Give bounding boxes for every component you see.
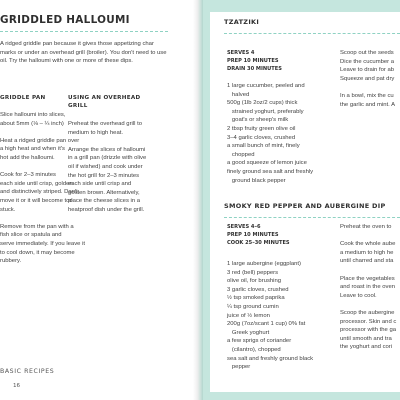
- text-line: fish slice or spatula and: [0, 232, 62, 239]
- text-line: sea salt and freshly ground black: [227, 355, 314, 362]
- overhead-grill-method: [68, 120, 146, 215]
- text-line: goat's or sheep's milk: [227, 117, 289, 124]
- book-spine: [193, 0, 203, 400]
- text-line: rubbery.: [0, 258, 22, 265]
- text-line: [68, 137, 146, 146]
- tzatziki-title: TZATZIKI: [224, 18, 260, 26]
- text-line: Preheat the oven to: [340, 224, 392, 230]
- text-line: DRAIN 30 MINUTES: [227, 66, 282, 73]
- text-line: Dice the cucumber a: [340, 58, 395, 65]
- text-line: each side until crisp and: [68, 181, 132, 188]
- text-line: to cool down, it may become: [0, 249, 75, 256]
- text-line: oil if wished) and cook under: [68, 163, 143, 170]
- text-line: SERVES 4: [227, 50, 255, 56]
- overhead-grill-heading: [68, 94, 140, 110]
- pepper-dip-ingredients: [227, 260, 313, 372]
- page-number: 16: [13, 383, 21, 389]
- text-line: a small bunch of mint, finely: [227, 143, 300, 150]
- text-line: a good squeeze of lemon juice: [227, 160, 307, 167]
- text-line: marks or under an overhead grill (broiler). You don't need to use: [0, 49, 167, 56]
- text-line: ground black pepper: [227, 177, 286, 184]
- text-line: Scoop the aubergine: [340, 309, 395, 316]
- text-line: heatproof dish under the grill.: [68, 206, 145, 213]
- tzatziki-divider: [224, 33, 400, 34]
- text-line: Scoop out the seeds: [340, 50, 394, 56]
- text-line: 200g (7oz/scant 1 cup) 0% fat: [227, 321, 306, 328]
- text-line: 3 red (bell) peppers: [227, 269, 279, 276]
- text-line: a medium to high he: [340, 249, 394, 256]
- text-line: 1 large aubergine (eggplant): [227, 261, 302, 267]
- text-line: Slice halloumi into slices,: [0, 112, 66, 118]
- pepper-dip-divider: [224, 217, 400, 218]
- text-line: Arrange the slices of halloumi: [68, 146, 146, 153]
- tzatziki-ingredients: [227, 82, 313, 185]
- recipe-title: GRIDDLED HALLOUMI: [0, 14, 130, 26]
- text-line: COOK 25–30 MINUTES: [227, 240, 290, 247]
- tzatziki-meta: [227, 49, 282, 73]
- text-line: 3 garlic cloves, crushed: [227, 286, 289, 293]
- text-line: [340, 300, 396, 309]
- section-footer: BASIC RECIPES: [0, 368, 55, 375]
- text-line: the yoghurt and cori: [340, 344, 393, 351]
- text-line: Place the vegetables: [340, 275, 395, 282]
- text-line: oil. Try the halloumi with one or more of these dips.: [0, 58, 133, 65]
- text-line: [0, 214, 85, 223]
- text-line: move it or it will become too: [0, 197, 73, 204]
- intro-paragraph: [0, 40, 167, 66]
- text-line: Squeeze and pat dry: [340, 75, 395, 82]
- title-divider: [0, 31, 168, 32]
- text-line: GRILL: [68, 103, 88, 110]
- text-line: juice of ½ lemon: [227, 312, 270, 319]
- text-line: 3–4 garlic cloves, crushed: [227, 134, 296, 141]
- text-line: the garlic and mint. A: [340, 101, 396, 108]
- text-line: processor with the ga: [340, 327, 396, 334]
- text-line: medium to high heat.: [68, 129, 124, 136]
- text-line: Remove from the pan with a: [0, 223, 74, 230]
- text-line: golden brown. Alternatively,: [68, 189, 140, 196]
- text-line: (cilantro), chopped: [227, 346, 281, 353]
- left-page: [0, 0, 197, 400]
- recipe-card: [210, 12, 400, 392]
- pepper-dip-title: SMOKY RED PEPPER AND AUBERGINE DIP: [224, 202, 386, 210]
- text-line: [340, 83, 395, 92]
- text-line: 1 large cucumber, peeled and: [227, 83, 305, 89]
- text-line: ¼ tsp ground cumin: [227, 303, 279, 310]
- text-line: a high heat and when it's: [0, 146, 65, 153]
- text-line: chopped: [227, 151, 255, 158]
- text-line: PREP 10 MINUTES: [227, 58, 279, 65]
- text-line: ½ tsp smoked paprika: [227, 295, 285, 302]
- tzatziki-method: [340, 49, 395, 109]
- text-line: and roast in the oven: [340, 284, 396, 291]
- pepper-dip-method: [340, 223, 396, 352]
- text-line: SERVES 4–6: [227, 224, 261, 230]
- text-line: halved: [227, 91, 250, 98]
- text-line: until charred and sta: [340, 258, 394, 265]
- text-line: [340, 232, 396, 241]
- text-line: [340, 266, 396, 275]
- text-line: 2 tbsp fruity green olive oil: [227, 125, 296, 132]
- text-line: A ridged griddle pan because it gives those appetizing char: [0, 41, 154, 47]
- text-line: serve immediately. If you leave it: [0, 240, 86, 247]
- text-line: USING AN OVERHEAD: [68, 95, 141, 101]
- text-line: the hot grill for 2–3 minutes: [68, 172, 140, 179]
- text-line: and distinctively striped. Don't: [0, 189, 78, 196]
- text-line: until smooth and tra: [340, 335, 392, 342]
- text-line: PREP 10 MINUTES: [227, 232, 279, 239]
- text-line: hot add the halloumi.: [0, 154, 55, 161]
- text-line: processor. Skin and c: [340, 318, 397, 325]
- text-line: pepper: [227, 364, 251, 371]
- text-line: each side until crisp, golden: [0, 180, 73, 187]
- text-line: Cook the whole aube: [340, 241, 396, 248]
- text-line: GRIDDLE PAN: [0, 95, 46, 101]
- text-line: a few sprigs of coriander: [227, 338, 292, 345]
- text-line: In a bowl, mix the cu: [340, 92, 394, 99]
- text-line: Leave to cool.: [340, 292, 377, 299]
- text-line: 500g (1lb 2oz/2 cups) thick: [227, 100, 298, 107]
- text-line: Heat a ridged griddle pan over: [0, 137, 80, 144]
- text-line: in a grill pan (drizzle with olive: [68, 155, 147, 162]
- text-line: place the cheese slices in a: [68, 198, 141, 205]
- text-line: Preheat the overhead grill to: [68, 121, 143, 127]
- text-line: about 5mm (⅛ – ¼ inch): [0, 120, 64, 127]
- text-line: stuck.: [0, 206, 16, 213]
- text-line: Leave to drain for ab: [340, 67, 395, 74]
- text-line: strained yoghurt, preferably: [227, 108, 304, 115]
- text-line: Greek yoghurt: [227, 329, 270, 336]
- text-line: Cook for 2–3 minutes: [0, 172, 56, 179]
- griddle-pan-heading: [0, 94, 46, 102]
- text-line: olive oil, for brushing: [227, 278, 282, 285]
- text-line: finely ground sea salt and freshly: [227, 168, 314, 175]
- pepper-dip-meta: [227, 223, 290, 247]
